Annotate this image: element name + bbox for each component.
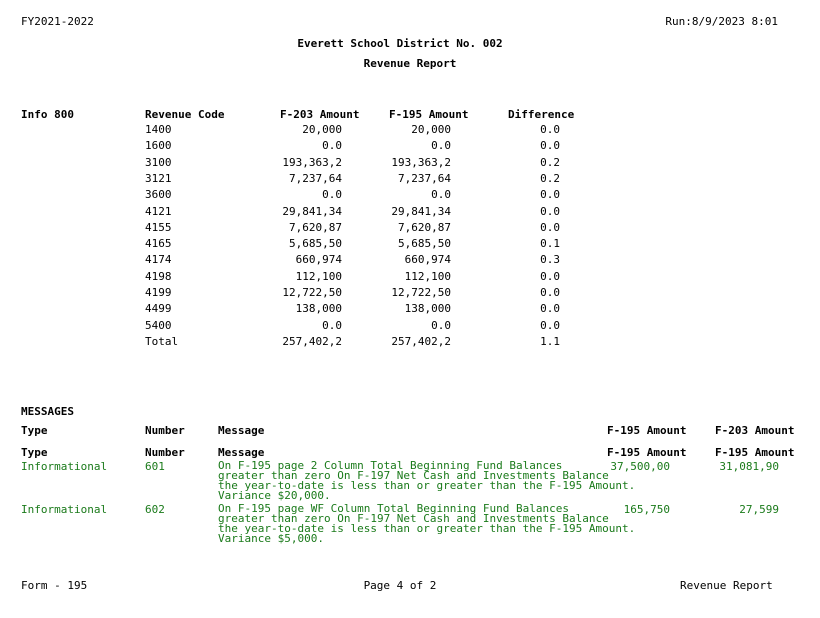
f195-amount-cell: 0.0 [431, 188, 451, 202]
msg-col-type: Type [21, 446, 48, 459]
difference-cell: 0.2 [540, 171, 560, 185]
difference-cell: 0.0 [540, 220, 560, 234]
message-text [218, 502, 636, 545]
revenue-code-cell: 4121 [145, 204, 172, 218]
f203-amount-cell: 0.0 [322, 318, 342, 332]
f195-amount-cell: 7,237,64 [398, 171, 451, 185]
f195-amount-cell: 0.0 [431, 139, 451, 153]
difference-cell: 0.0 [540, 318, 560, 332]
table-row [0, 271, 800, 287]
f195-amount-cell: 12,722,50 [391, 286, 451, 299]
revenue-code-cell: 4165 [145, 237, 172, 251]
f203-amount-cell: 7,620,87 [289, 220, 342, 234]
f203-amount-cell: 7,237,64 [289, 171, 342, 185]
col-revenue-code: Revenue Code [145, 108, 225, 121]
messages-title: MESSAGES [21, 405, 74, 418]
f195-amount-cell: 20,000 [411, 123, 451, 136]
report-title: Everett School District No. 002 [297, 37, 503, 50]
f203-amount-cell: 12,722,50 [282, 286, 342, 299]
table-row [0, 254, 800, 270]
revenue-code-cell: 4198 [145, 269, 172, 283]
message-text-line: On F-195 page WF Column Total Beginning Fund Balances [218, 502, 569, 515]
f203-amount-cell: 257,402,2 [282, 334, 342, 348]
message-number: 601 [145, 460, 165, 473]
footer-page: Page 4 of 2 [363, 579, 437, 592]
revenue-code-cell: 4155 [145, 220, 172, 234]
difference-cell: 0.0 [540, 204, 560, 218]
col-f203-amount: F-203 Amount [280, 108, 360, 121]
f195-amount-cell: 112,100 [404, 269, 451, 283]
message-text-line: Variance $20,000. [218, 489, 331, 502]
footer-report: Revenue Report [680, 579, 773, 592]
report-subtitle: Revenue Report [363, 57, 457, 70]
msg-col-f203: F-203 Amount [715, 424, 795, 437]
table-row [0, 157, 800, 173]
f195-amount-cell: 257,402,2 [391, 334, 451, 348]
f195-amount-cell: 193,363,2 [391, 155, 451, 169]
run-info: Run:8/9/2023 8:01 [665, 15, 778, 28]
difference-cell: 0.0 [540, 188, 560, 202]
col-difference: Difference [508, 108, 575, 121]
f195-amount-cell: 0.0 [431, 318, 451, 332]
message-text [218, 459, 636, 502]
difference-cell: 0.0 [540, 139, 560, 153]
message-type: Informational [21, 460, 108, 473]
difference-cell: 0.0 [540, 123, 560, 136]
table-row [0, 206, 800, 222]
message-text-line: greater than zero On F-197 Net Cash and Investments Balance [218, 469, 609, 482]
difference-cell: 0.0 [540, 269, 560, 283]
table-row [0, 173, 800, 189]
msg-col-number: Number [145, 424, 185, 437]
difference-cell: 0.2 [540, 155, 560, 169]
col-fund: Info 800 [21, 108, 74, 121]
difference-cell: 1.1 [540, 334, 560, 348]
table-row [0, 238, 800, 254]
revenue-code-cell: Total [145, 334, 179, 348]
table-row [0, 287, 800, 303]
f203-amount-cell: 112,100 [295, 269, 342, 283]
table-row [0, 140, 800, 156]
difference-cell: 0.1 [540, 237, 560, 251]
f195-amount-cell: 138,000 [404, 302, 451, 316]
table-row [0, 336, 800, 352]
table-row [0, 303, 800, 319]
f195-amount-cell: 5,685,50 [398, 237, 451, 251]
col-f195-amount: F-195 Amount [389, 108, 469, 121]
f203-amount-cell: 29,841,34 [282, 204, 342, 218]
message-number: 602 [145, 503, 165, 516]
msg-col-number: Number [145, 446, 185, 459]
f203-amount-cell: 138,000 [295, 302, 342, 316]
revenue-code-cell: 3100 [145, 155, 172, 169]
table-row [0, 189, 800, 205]
f195-amount-cell: 7,620,87 [398, 220, 451, 234]
revenue-table-header [0, 109, 800, 125]
message-f195-amount: 165,750 [623, 503, 670, 516]
f203-amount-cell: 20,000 [302, 123, 342, 136]
message-text-line: greater than zero On F-197 Net Cash and Investments Balance [218, 512, 609, 525]
message-text-line: Variance $5,000. [218, 532, 324, 545]
revenue-code-cell: 4499 [145, 302, 172, 316]
msg-col-message: Message [218, 446, 265, 459]
f203-amount-cell: 193,363,2 [282, 155, 342, 169]
revenue-code-cell: 4174 [145, 253, 172, 267]
revenue-code-cell: 4199 [145, 286, 172, 299]
table-row [0, 124, 800, 140]
messages-header-1 [0, 425, 800, 441]
f203-amount-cell: 660,974 [295, 253, 342, 267]
msg-col-f195: F-195 Amount [607, 446, 687, 459]
revenue-code-cell: 3600 [145, 188, 172, 202]
f203-amount-cell: 5,685,50 [289, 237, 342, 251]
revenue-code-cell: 3121 [145, 171, 172, 185]
f203-amount-cell: 0.0 [322, 188, 342, 202]
message-text-line: the year-to-date is less than or greater than the F-195 Amount. [218, 479, 636, 492]
message-text-line: On F-195 page 2 Column Total Beginning Fund Balances [218, 459, 563, 472]
footer-form: Form - 195 [21, 579, 88, 592]
difference-cell: 0.3 [540, 253, 560, 267]
msg-col-f195: F-195 Amount [607, 424, 687, 437]
msg-col-type: Type [21, 424, 48, 437]
message-f203-amount: 27,599 [739, 503, 779, 516]
revenue-code-cell: 1600 [145, 139, 172, 153]
message-type: Informational [21, 503, 108, 516]
msg-col-message: Message [218, 424, 265, 437]
difference-cell: 0.0 [540, 286, 560, 299]
table-row [0, 222, 800, 238]
f195-amount-cell: 660,974 [404, 253, 451, 267]
msg-col-f203: F-195 Amount [715, 446, 795, 459]
fiscal-year: FY2021-2022 [21, 15, 94, 28]
table-row [0, 320, 800, 336]
message-text-line: the year-to-date is less than or greater than the F-195 Amount. [218, 522, 636, 535]
message-f203-amount: 31,081,90 [719, 460, 779, 473]
message-f195-amount: 37,500,00 [610, 460, 670, 473]
f203-amount-cell: 0.0 [322, 139, 342, 153]
f195-amount-cell: 29,841,34 [391, 204, 451, 218]
difference-cell: 0.0 [540, 302, 560, 316]
revenue-code-cell: 1400 [145, 123, 172, 136]
revenue-code-cell: 5400 [145, 318, 172, 332]
